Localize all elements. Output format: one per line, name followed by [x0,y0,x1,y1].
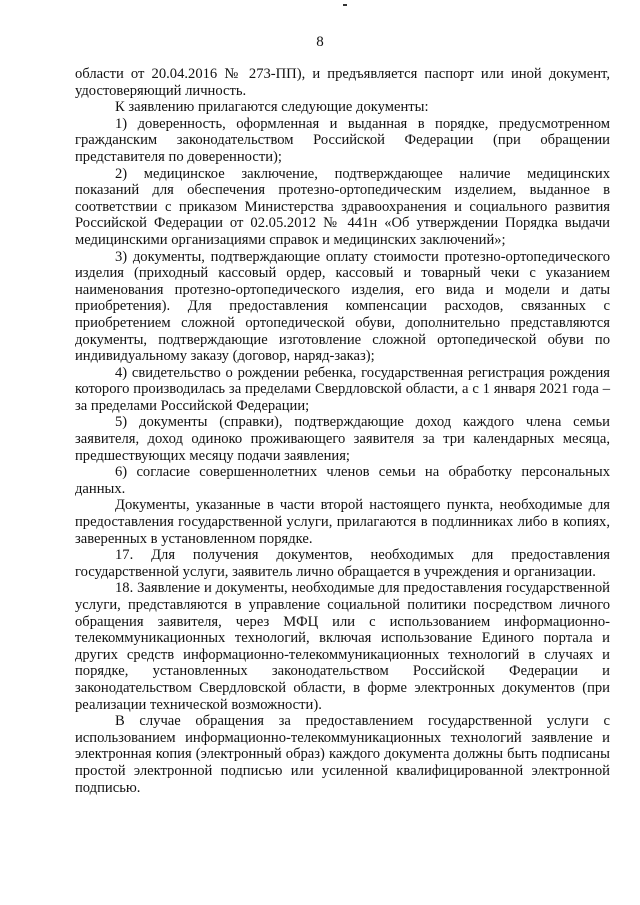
document-body [75,66,610,796]
paragraph-clause-17: 17. Для получения документов, необходимых для предоставления государственной услуги, заявитель лично обращается в учреждения и организации. [75,547,610,580]
page-number: 8 [316,34,324,50]
paragraph-item-1: 1) доверенность, оформленная и выданная в порядке, предусмотренном гражданским законодательством Российской Федерации (при обращении представителя по доверенности); [75,115,610,165]
paragraph-item-3: 3) документы, подтверждающие оплату стоимости протезно-ортопедического изделия (приходный кассовый ордер, кассовый и товарный чеки с указанием наименования протезно-ортопедического изделия, его вида и модели и даты приобретения). Для предоставления компенсации расходов, связанных с приобретением сложной ортопедической обуви, дополнительно представляются документы, подтверждающие изготовление сложной ортопедической обуви по индивидуальному заказу (договор, наряд-заказ); [75,248,610,365]
paragraph-documents-note: Документы, указанные в части второй настоящего пункта, необходимые для предоставления государственной услуги, прилагаются в подлинниках либо в копиях, заверенных в установленном порядке. [75,497,610,547]
paragraph-continuation: области от 20.04.2016 № 273-ПП), и предъявляется паспорт или иной документ, удостоверяющий личность. [75,66,610,99]
paragraph-item-6: 6) согласие совершеннолетних членов семьи на обработку персональных данных. [75,464,610,497]
paragraph-electronic-signature: В случае обращения за предоставлением государственной услуги с использованием информационно-телекоммуникационных технологий заявление и электронная копия (электронный образ) каждого документа должны быть подписаны простой электронной подписью или усиленной квалифицированной электронной подписью. [75,713,610,796]
paragraph-item-2: 2) медицинское заключение, подтверждающее наличие медицинских показаний для обеспечения протезно-ортопедическим изделием, выданное в соответствии с приказом Министерства здравоохранения и социального развития Российской Федерации от 02.05.2012 № 441н «Об утверждении Порядка выдачи медицинскими организациями справок и медицинских заключений»; [75,165,610,248]
paragraph-clause-18: 18. Заявление и документы, необходимые для предоставления государственной услуги, представляются в управление социальной политики посредством личного обращения заявителя, через МФЦ или с использованием информационно-телекоммуникационных технологий, включая использование Единого портала и других средств информационно-телекоммуникационных технологий в случаях и порядке, установленных законодательством Российской Федерации и законодательством Свердловской области, в форме электронных документов (при реализации технической возможности). [75,580,610,713]
paragraph-attachments-intro: К заявлению прилагаются следующие документы: [115,99,429,116]
scan-mark [343,4,347,6]
paragraph-item-4: 4) свидетельство о рождении ребенка, государственная регистрация рождения которого производилась за пределами Свердловской области, а с 1 января 2021 года – за пределами Российской Федерации; [75,364,610,414]
paragraph-item-5: 5) документы (справки), подтверждающие доход каждого члена семьи заявителя, доход одиноко проживающего заявителя за три календарных месяца, предшествующих месяцу подачи заявления; [75,414,610,464]
